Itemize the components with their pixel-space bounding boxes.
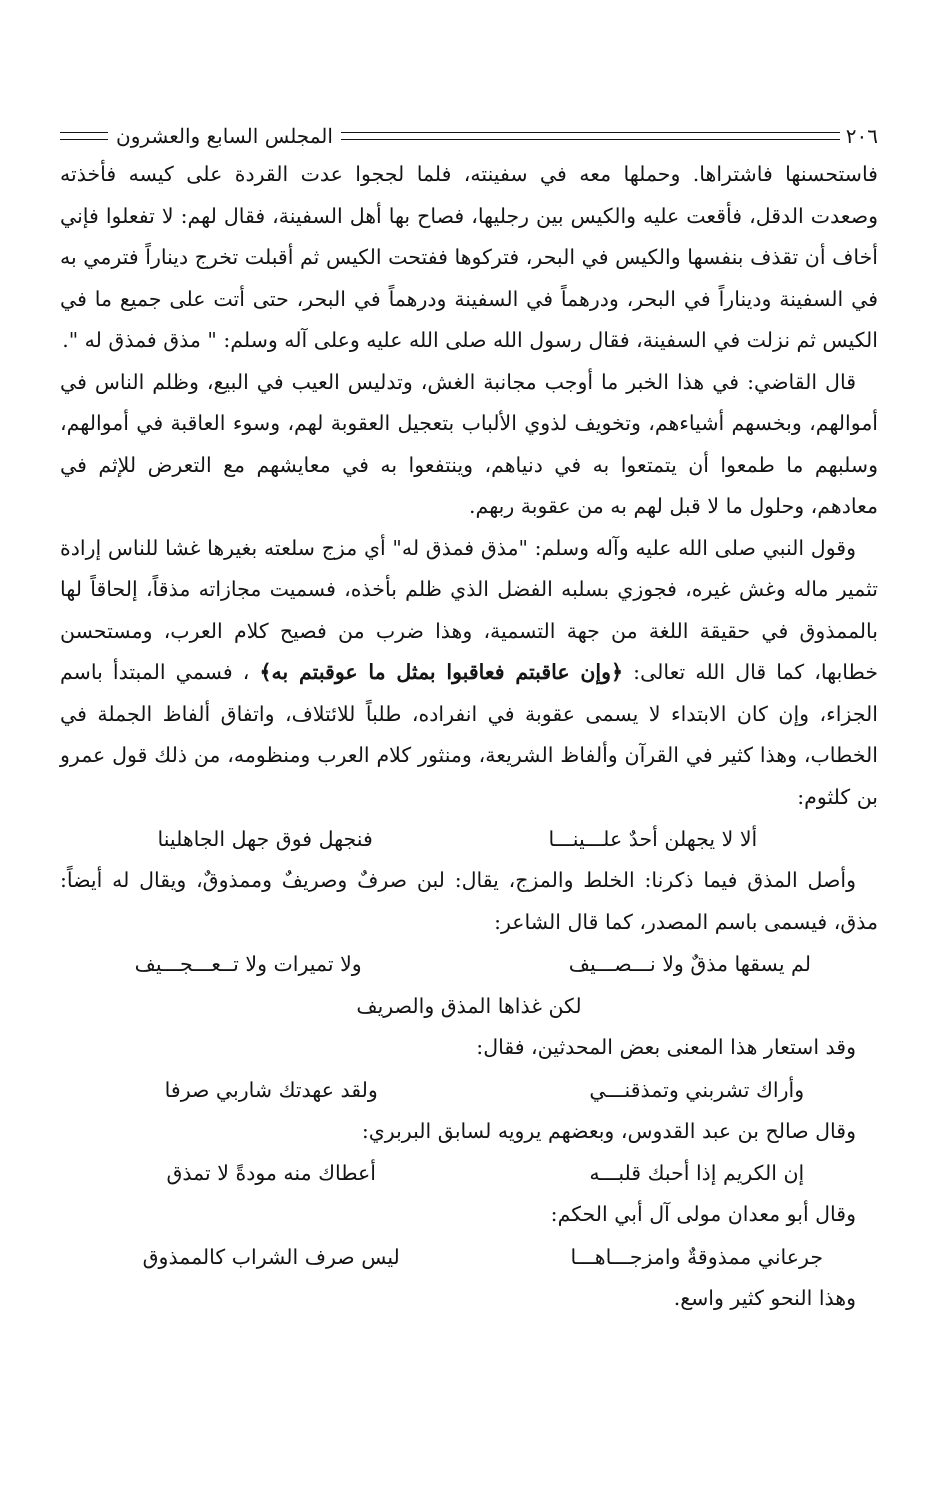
- verse-first-hemistich: ألا لا يجهلن أحدٌ علـــينـــا: [548, 827, 758, 851]
- verse-first-hemistich: جرعاني ممذوقةٌ وامزجـــاهـــا: [570, 1244, 823, 1269]
- paragraph: وقال أبو معدان مولى آل أبي الحكم:: [550, 1202, 856, 1226]
- verse-second-hemistich: ولقد عهدتك شاربي صرفا: [164, 1077, 378, 1102]
- page-header: [60, 118, 878, 154]
- paragraph: وقال صالح بن عبد القدوس، وبعضهم يرويه لسابق البربري:: [361, 1118, 856, 1143]
- header-rule: [341, 132, 840, 140]
- verse-first-hemistich: لم يسقها مذقٌ ولا نـــصـــيف: [568, 952, 811, 976]
- verse: [60, 943, 878, 985]
- page-number: ٢٠٦: [845, 124, 878, 148]
- paragraph-text: ، فسمي المبتدأ باسم الجزاء، وإن كان الابتداء لا يسمى عقوبة في انفراده، طلباً للائتلاف، واتفاق ألفاظ الجملة في الخطاب، وهذا كثير في القرآن وألفاظ الشريعة، ومنثور كلام العرب ومنظومه، من ذلك قول عمرو بن كلثوم:: [60, 660, 878, 809]
- verse-second-hemistich: ولا تميرات ولا تــعـــجـــيف: [134, 952, 362, 976]
- paragraph: [60, 528, 878, 819]
- chapter-title: المجلس السابع والعشرون: [116, 124, 333, 148]
- verse-first-hemistich: إن الكريم إذا أحبك قلبـــه: [589, 1161, 805, 1185]
- book-page: [60, 118, 878, 1319]
- verse-second-hemistich: فنجهل فوق جهل الجاهلينا: [157, 827, 373, 851]
- paragraph: قال القاضي: في هذا الخبر ما أوجب مجانبة الغش، وتدليس العيب في البيع، وظلم الناس في أموالهم، وبخسهم أشياءهم، وتخويف لذوي الألباب بتعجيل العقوبة لهم، وسوء العاقبة في أموالهم، وسلبهم ما طمعوا أن يتمتعوا به في دنياهم، وينتفعوا به في معايشهم مع التعرض للإثم في معادهم، وحلول ما لا قبل لهم به من عقوبة ربهم.: [60, 369, 878, 518]
- verse-center-line: لكن غذاها المذق والصريف: [356, 994, 582, 1018]
- verse: [60, 818, 878, 860]
- quran-quote: ﴿وإن عاقبتم فعاقبوا بمثل ما عوقبتم به﴾: [259, 660, 624, 684]
- paragraph: فاستحسنها فاشتراها. وحملها معه في سفينته، فلما لججوا عدت القردة على كيسه فأخذته وصعدت الدقل، فأقعت عليه والكيس بين رجليها، فصاح بها أهل السفينة، فقال لهم: لا تفعلوا فإني أخاف أن تقذف بنفسها والكيس في البحر، فتركوها ففتحت الكيس ثم أقبلت تخرج ديناراً فترمي به في السفينة وديناراً في البحر، ودرهماً في السفينة ودرهماً في البحر، حتى أتت على جميع ما في الكيس ثم نزلت في السفينة، فقال رسول الله صلى الله عليه وعلى آله وسلم: " مذق فمذق له ".: [60, 162, 878, 352]
- paragraph-text: وقول النبي صلى الله عليه وآله وسلم: "مذق فمذق له" أي مزج سلعته بغيرها غشا للناس إرادة تثمير ماله وغش غيره، فجوزي بسلبه الفضل الذي ظلم بأخذه، فسميت مجازاته مذقاً، إلحاقاً لها بالممذوق في حقيقة اللغة من جهة التسمية، وهذا ضرب من فصيح كلام العرب، ومستحسن خطابها، كما قال الله تعالى:: [60, 535, 879, 684]
- paragraph: وأصل المذق فيما ذكرنا: الخلط والمزج، يقال: لبن صرفٌ وصريفٌ وممذوقٌ، ويقال له أيضاً: مذق، فيسمى باسم المصدر، كما قال الشاعر:: [60, 868, 878, 934]
- verse: [60, 1069, 878, 1111]
- paragraph: وهذا النحو كثير واسع.: [673, 1285, 856, 1310]
- verse-first-hemistich: وأراك تشربني وتمذقنـــي: [589, 1077, 805, 1102]
- paragraph: وقد استعار هذا المعنى بعض المحدثين، فقال:: [476, 1035, 856, 1059]
- verse: [60, 1152, 878, 1194]
- verse-second-hemistich: أعطاك منه مودةً لا تمذق: [166, 1161, 376, 1185]
- header-rule-end: [60, 132, 108, 140]
- verse: [60, 1236, 878, 1278]
- verse-second-hemistich: ليس صرف الشراب كالممذوق: [142, 1244, 400, 1269]
